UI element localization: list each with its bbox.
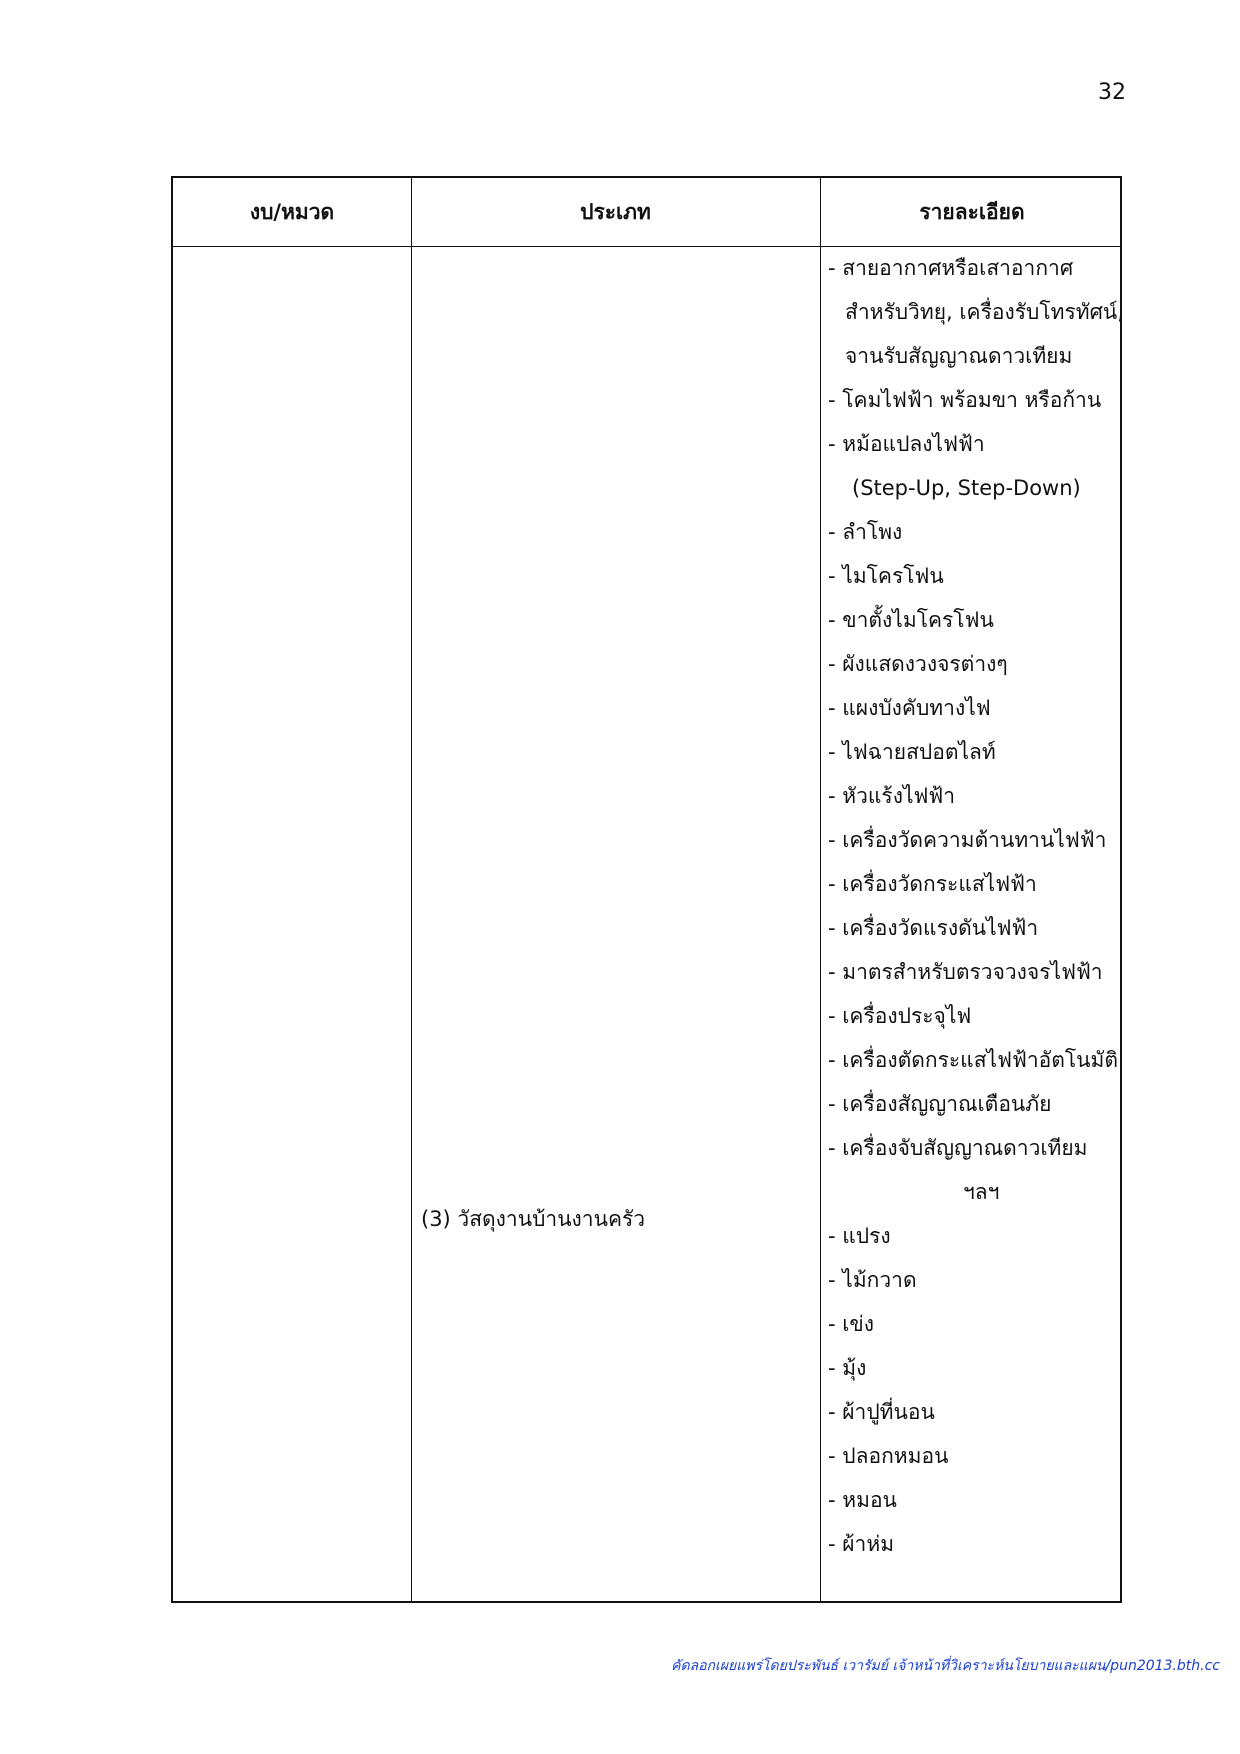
page-number: 32 (1098, 80, 1126, 105)
detail-line: - เครื่องวัดกระแสไฟฟ้า (828, 872, 1037, 896)
detail-line: - ผังแสดงวงจรต่างๆ (828, 652, 1008, 676)
header-details: รายละเอียด (919, 199, 1025, 224)
detail-line: - ผ้าห่ม (828, 1532, 895, 1556)
detail-line: - ปลอกหมอน (828, 1444, 949, 1468)
detail-line: - ผ้าปูที่นอน (828, 1400, 935, 1424)
detail-line: - หัวแร้งไฟฟ้า (828, 784, 956, 808)
detail-line: - เครื่องสัญญาณเตือนภัย (828, 1092, 1052, 1116)
column-divider (820, 178, 821, 1601)
detail-line: - สายอากาศหรือเสาอากาศ (828, 256, 1074, 280)
detail-line: - แผงบังคับทางไฟ (828, 696, 991, 720)
detail-line: จานรับสัญญาณดาวเทียม (845, 344, 1073, 368)
detail-line: - มุ้ง (828, 1356, 867, 1380)
footer-attribution: คัดลอกเผยแพร่โดยประพันธ์ เวารัมย์ เจ้าหน้าที่วิเคราะห์นโยบายและแผน/pun2013.bth.cc (671, 1658, 1220, 1674)
detail-line: - เครื่องตัดกระแสไฟฟ้าอัตโนมัติ (828, 1048, 1118, 1072)
detail-line: - ไฟฉายสปอตไลท์ (828, 740, 996, 764)
detail-line: - เครื่องวัดแรงดันไฟฟ้า (828, 916, 1039, 940)
detail-line: - หมอน (828, 1488, 897, 1512)
detail-line: - ลำโพง (828, 520, 903, 544)
detail-line: (Step-Up, Step-Down) (852, 476, 1081, 500)
detail-line: - หม้อแปลงไฟฟ้า (828, 432, 985, 456)
type-item-household-supplies: (3) วัสดุงานบ้านงานครัว (421, 1207, 646, 1231)
detail-line: สำหรับวิทยุ, เครื่องรับโทรทัศน์, (845, 300, 1124, 324)
detail-line: - เครื่องจับสัญญาณดาวเทียม (828, 1136, 1088, 1160)
detail-line: - โคมไฟฟ้า พร้อมขา หรือก้าน (828, 388, 1102, 412)
detail-line: - มาตรสำหรับตรวจวงจรไฟฟ้า (828, 960, 1103, 984)
detail-line: - เครื่องวัดความต้านทานไฟฟ้า (828, 828, 1107, 852)
detail-line: - ขาตั้งไมโครโฟน (828, 608, 994, 632)
budget-table (171, 176, 1122, 1603)
detail-line: - เครื่องประจุไฟ (828, 1004, 972, 1028)
detail-line: - ไม้กวาด (828, 1268, 917, 1292)
detail-line: - เข่ง (828, 1312, 875, 1336)
header-budget-category: งบ/หมวด (249, 199, 335, 224)
detail-line: ฯลฯ (963, 1180, 1000, 1204)
column-divider (411, 178, 412, 1601)
detail-line: - ไมโครโฟน (828, 564, 944, 588)
detail-line: - แปรง (828, 1224, 891, 1248)
header-type: ประเภท (580, 199, 651, 224)
